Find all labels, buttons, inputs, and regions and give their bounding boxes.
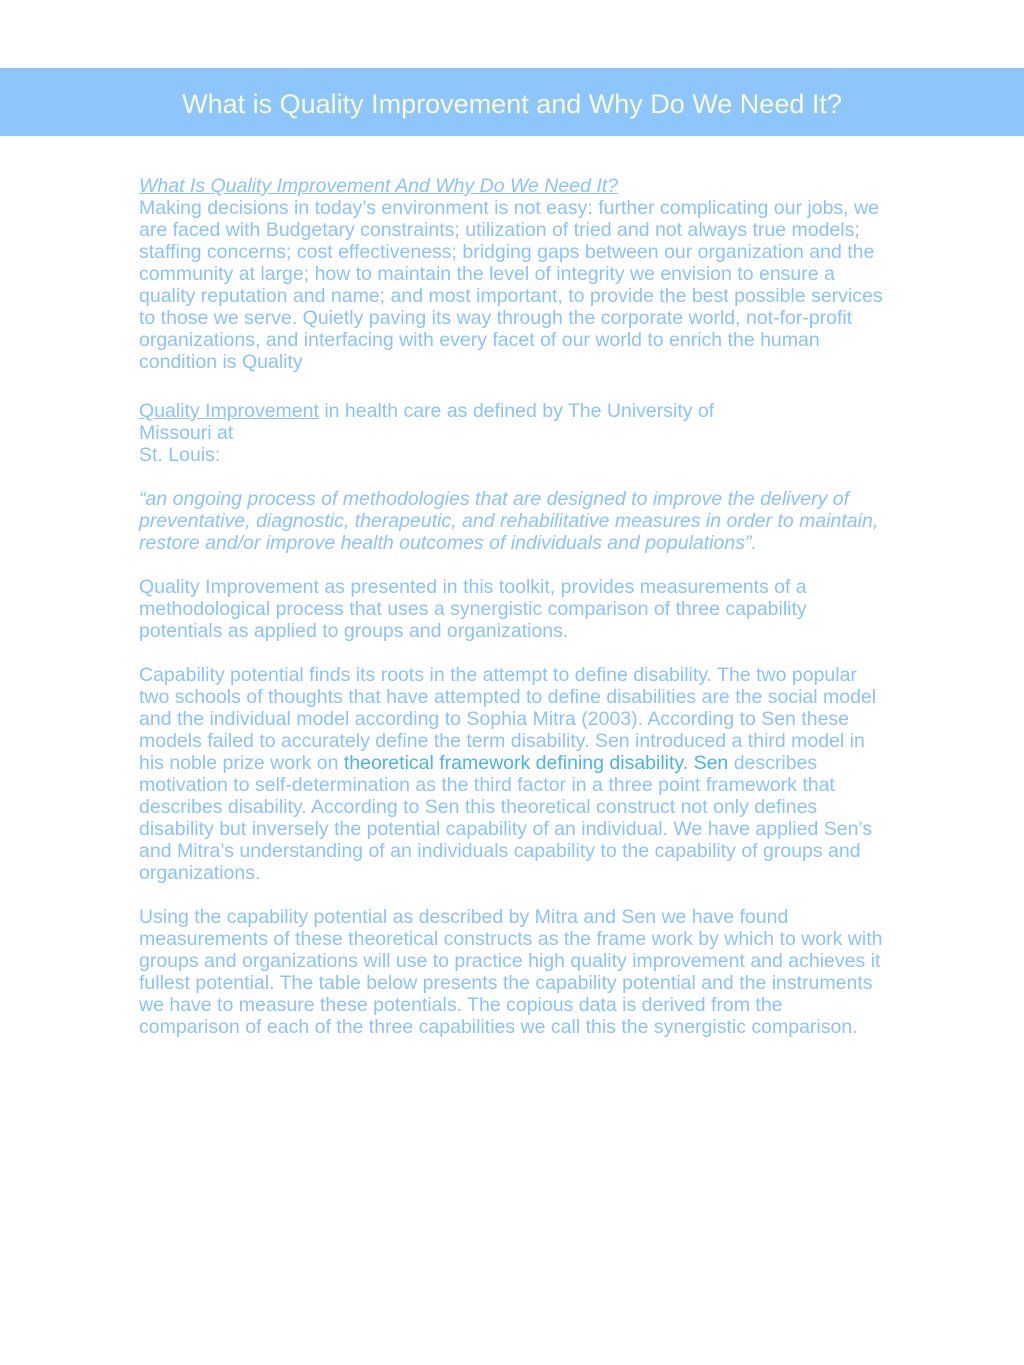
page-title: What is Quality Improvement and Why Do We Need It? xyxy=(182,89,842,119)
definition-line2: Missouri at xyxy=(139,422,234,444)
definition-line3: St. Louis: xyxy=(139,444,221,466)
using-paragraph: Using the capability potential as described by Mitra and Sen we have found measurements of these theoretical constructs as the frame work by which to work with groups and organizations will use to practice high quality improvement and achieves it fullest potential. The table below presents the capability potential and the instruments we have to measure these potentials. The copious data is derived from the comparison of each of the three capabilities we call this the synergistic comparison. xyxy=(139,906,883,1038)
title-banner xyxy=(0,68,1024,136)
capability-text-after: describes motivation to self-determination as the third factor in a three point framework that describes disability. According to Sen this theoretical construct not only defines disability but inversely the potential capability of an individual. We have applied Sen’s and Mitra’s understanding of an individuals capability to the capability of groups and organizations. xyxy=(139,752,873,884)
spacer xyxy=(139,466,884,488)
intro-heading: What Is Quality Improvement And Why Do We Need It? xyxy=(139,175,619,197)
spacer xyxy=(139,373,884,400)
definition-term: Quality Improvement xyxy=(139,400,319,422)
spacer xyxy=(139,884,884,906)
capability-emphasis: theoretical framework defining disability. Sen xyxy=(343,752,729,774)
toolkit-paragraph: Quality Improvement as presented in this toolkit, provides measurements of a methodological process that uses a synergistic comparison of three capability potentials as applied to groups and organizations. xyxy=(139,576,807,642)
capability-text-before: Capability potential finds its roots in the attempt to define disability. The two popular two schools of thoughts that have attempted to define disabilities are the social model and the individual model according to Sophia Mitra (2003). According to Sen these models failed to accurately define the term disability. Sen introduced a third model in his noble prize work on xyxy=(139,664,877,774)
spacer xyxy=(139,554,884,576)
spacer xyxy=(139,642,884,664)
definition-intro xyxy=(139,400,884,422)
definition-quote: “an ongoing process of methodologies that are designed to improve the delivery of preventative, diagnostic, therapeutic, and rehabilitative measures in order to maintain, restore and/or improve health outcomes of individuals and populations”. xyxy=(139,488,879,554)
definition-line1: in health care as defined by The University of xyxy=(318,400,715,422)
document-body xyxy=(139,175,884,1038)
capability-paragraph xyxy=(139,664,884,884)
intro-paragraph: Making decisions in today’s environment is not easy: further complicating our jobs, we are faced with Budgetary constraints; utilization of tried and not always true models; staffing concerns; cost effectiveness; bridging gaps between our organization and the community at large; how to maintain the level of integrity we envision to ensure a quality reputation and name; and most important, to provide the best possible services to those we serve. Quietly paving its way through the corporate world, not-for-profit organizations, and interfacing with every facet of our world to enrich the human condition is Quality xyxy=(139,197,883,373)
